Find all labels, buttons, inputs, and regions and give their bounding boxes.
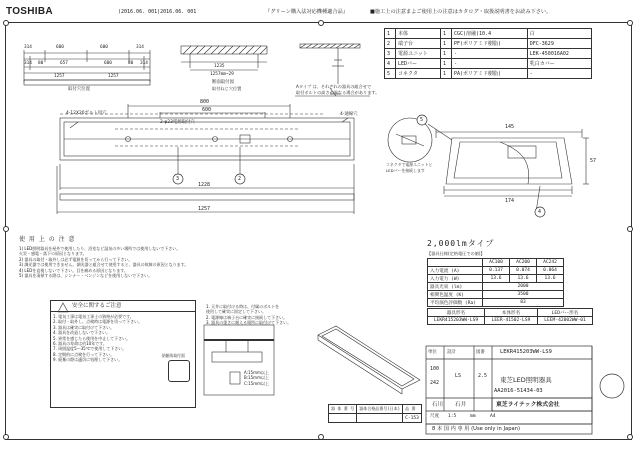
install-line: 使用して確実に固定して下さい。 <box>206 309 266 315</box>
callout-5: 5 <box>420 117 424 123</box>
table-row: 3 電源ユニット 1 - LEK-450016A02 <box>385 49 592 59</box>
sheet-size: A4 <box>490 414 496 419</box>
dim-800: 800 <box>200 99 210 105</box>
table-row: AC100 AC200 AC242 <box>428 259 564 267</box>
lumen-title: 2,000lmタイプ <box>427 239 495 248</box>
ls-code: LS <box>455 373 462 379</box>
brand-logo: TOSHIBA <box>6 6 53 17</box>
table-row: 器具光束 (lm) 2000 <box>428 283 564 291</box>
scale-label: 尺度 <box>430 414 440 419</box>
detail-label: 断面取付図 <box>212 80 234 85</box>
install-line: 3. 器具の重さに耐える場所に取付けて下さい。 <box>206 320 292 326</box>
sheet-code: 242 <box>430 380 440 386</box>
safety-notes <box>53 314 142 363</box>
safety-line: 8. 定期的に点検を行って下さい。 <box>53 351 115 357</box>
dim-row2: 80 <box>128 61 134 66</box>
safety-title: 安全に関するご注意 <box>72 303 122 309</box>
drawn-by: 石川 <box>432 402 444 408</box>
safety-line: 1. 電気工事は電気工事士の資格が必要です。 <box>53 314 134 319</box>
green-note: 『グリーン購入法対応機種適合品』 <box>265 9 348 15</box>
units: mm <box>470 414 476 419</box>
usage-line: 2) 器具の取付・取外しは必ず電源を切ってから行って下さい。 <box>19 256 133 262</box>
knockout-label: 2-φ23電源取付穴 <box>160 120 195 125</box>
install-line: 1. 天井に取付ける時は、付属のボルトを <box>206 304 280 309</box>
usage-notes <box>19 246 188 278</box>
dim-row1: 600 <box>56 45 64 50</box>
safety-line: 5. 異常を感じたら使用を中止して下さい。 <box>53 335 131 341</box>
label-box-text: 防触角取付面 <box>162 353 185 358</box>
bolt-hole-label: 4-12X20ボルト用穴 <box>66 111 107 116</box>
detail-note: 取付ねじ穴位置 <box>212 86 242 91</box>
wire-hole-label: 4-通線穴 <box>340 112 358 117</box>
usage-title: 使 用 上 の 注 意 <box>19 236 76 243</box>
approved-code: 100 <box>430 366 440 372</box>
dim-row2: 314 <box>24 61 32 66</box>
dim-1228: 1228 <box>198 182 211 188</box>
design-label: 設計 <box>447 350 456 355</box>
detail-note: 取付ボルトの高さが異なる場合があります。 <box>296 90 380 95</box>
table-row: 2 端子台 1 PF(ポリアミド樹脂) DFC-3629 <box>385 39 592 49</box>
install-line: 2. 電源線は端子台に確実に接続して下さい。 <box>206 314 288 320</box>
drawing-label: 図番 <box>476 350 485 355</box>
table-row: 4 LEDバー 1 - 乳白カバー <box>385 59 592 69</box>
revision: 2.5 <box>478 373 488 379</box>
checked-by: 石井 <box>455 402 467 408</box>
install-note: ■施工上の注意まよご使用上の注意はカタログ・取扱説明書をお読み下さい。 <box>370 9 552 15</box>
dim-row2: 657 <box>60 61 68 66</box>
usage-line: 4) LEDを直視しないで下さい。目を痛める原因となります。 <box>19 267 128 273</box>
footer-table <box>328 404 422 423</box>
table-row: 1 本体 1 CGC(溶融)10.4 白 <box>385 29 592 39</box>
domestic-note: 8 本 国 内 専 用 (Use only in Japan) <box>432 426 520 432</box>
dim-57: 57 <box>590 158 597 164</box>
table-row: 平均演色評価数 (Ra) 83 <box>428 299 564 307</box>
dim-row1: 314 <box>24 45 32 50</box>
table-row: 入力電力 (W) 13.6 13.6 13.6 <box>428 275 564 283</box>
table-row: C-153 <box>329 414 422 423</box>
dim-600: 600 <box>202 107 212 113</box>
safety-line: 2. 取付・取外し、点検時は電源を切って下さい。 <box>53 319 143 325</box>
model-number: LEKR415203WW-LS9 <box>500 349 552 355</box>
dim-145: 145 <box>505 124 515 130</box>
table-row: 器 体 番 号 器体合格品番号(日本) 品 番 <box>329 405 422 414</box>
safety-line: 3. 器具は確実に取付けて下さい。 <box>53 324 115 330</box>
safety-line: 6. 器具の寿命は約10年です。 <box>53 341 107 347</box>
revision-dates: (2016.06. 001)2016.06. 001 <box>118 9 197 15</box>
usage-line: 1) LED照明器具を屋外で使用したり、浴室など湿気の多い場所では使用しないで下さい。 <box>19 246 181 251</box>
table-row: 5 コネクタ 1 PA(ポリアミド樹脂) - <box>385 69 592 79</box>
install-notes <box>206 304 291 326</box>
safety-line: 7. 周囲温度5～35℃で使用して下さい。 <box>53 346 127 352</box>
unit-label: 単位 <box>428 350 437 355</box>
install-dim: A:15mm以上 <box>244 370 269 375</box>
dim-row1: 314 <box>136 45 144 50</box>
product-name: 東芝LED照明器具 <box>500 376 552 384</box>
dim-1257: 1257 <box>198 206 211 212</box>
top-view-label: 取付穴位置 <box>68 87 90 92</box>
install-dims <box>244 370 269 386</box>
section-note: LEDバーを接続します <box>386 168 425 173</box>
dim-174: 174 <box>505 198 515 204</box>
company-name: 東芝ライテック株式会社 <box>496 402 560 408</box>
spec-table <box>427 258 564 307</box>
table-row: 入力電流 (A) 0.137 0.074 0.064 <box>428 267 564 275</box>
callout-4: 4 <box>538 209 542 215</box>
drawing-number: AA2016-51434-03 <box>494 388 543 394</box>
detail-dim: 1257mm~29 <box>210 72 234 77</box>
dim-row3: 1257 <box>108 74 119 79</box>
dim-row2: 314 <box>140 61 148 66</box>
parts-table <box>384 28 592 79</box>
install-dim: B:15mm以上 <box>244 375 269 381</box>
table-row: 相関色温度 (K) 3500 <box>428 291 564 299</box>
table-row: 器具形名 本体形名 LEDバー形名 <box>428 309 593 317</box>
section-note: コネクタで電源ユニットと <box>386 162 433 167</box>
scale: 1:5 <box>448 414 457 419</box>
warning-label-icon <box>168 360 190 382</box>
callout-3: 3 <box>176 176 180 182</box>
detail-note: Aタイプ は、それぞれの器具の組合せで <box>296 84 372 89</box>
spec-title: 【器具仕様(定格電圧での値)】 <box>427 251 485 256</box>
table-row: LEKR415203WW-LS9 LEER-41502-LS9 LEEM-42002WW-01 <box>428 317 593 325</box>
usage-line: 3) 調光器では使用できません。調光器と組合せて使用すると、器具の故障の原因となります。 <box>19 262 189 268</box>
safety-line: 4. 器具を改造しないで下さい。 <box>53 330 111 336</box>
detail-dim: 1235 <box>214 64 225 69</box>
dim-row3: 1257 <box>54 74 65 79</box>
dim-row2: 600 <box>104 61 112 66</box>
usage-line: 火災・感電・落下の原因となります。 <box>19 251 87 257</box>
dim-row2: 80 <box>38 61 44 66</box>
usage-line: 5) 器具を清掃する際は、シンナー・ベンジンなどを使用しないで下さい。 <box>19 273 153 279</box>
install-dim: C:15mm以上 <box>244 380 270 386</box>
dim-row1: 600 <box>100 45 108 50</box>
model-table <box>427 308 593 325</box>
safety-line: 9. 廃棄の際は適切に処理して下さい。 <box>53 357 123 363</box>
callout-2: 2 <box>238 176 242 182</box>
